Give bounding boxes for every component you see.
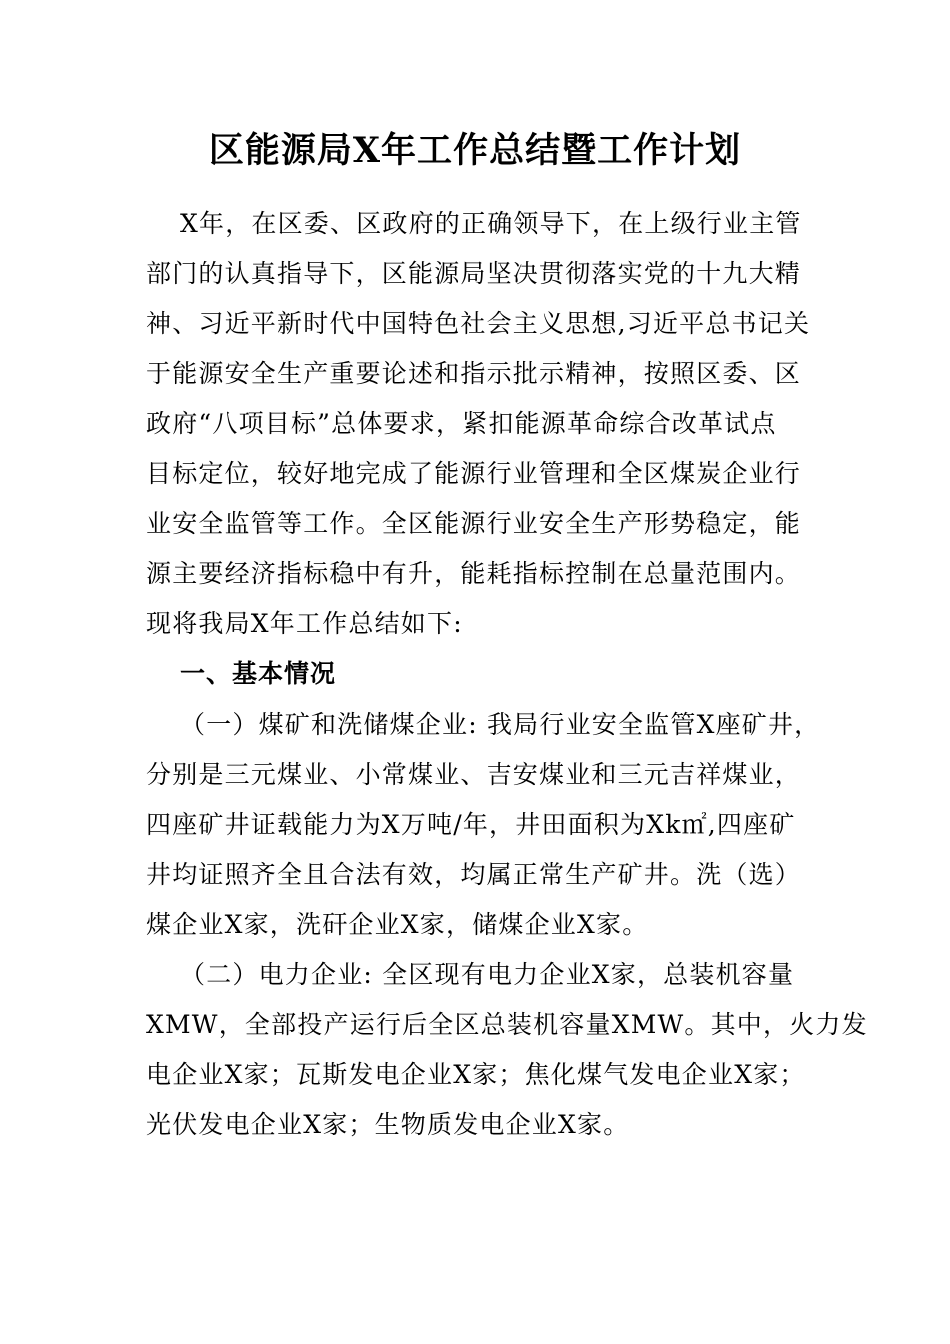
paragraph3-line-2: XMW，全部投产运行后全区总装机容量XMW。其中，火力发 [146,1010,868,1039]
paragraph1-line-8: 源主要经济指标稳中有升，能耗指标控制在总量范围内。 [146,559,802,588]
paragraph2-line-2: 分别是三元煤业、小常煤业、吉安煤业和三元吉祥煤业， [146,760,802,789]
paragraph1-line-2: 部门的认真指导下，区能源局坚决贯彻落实党的十九大精 [146,259,802,288]
paragraph3-line-4: 光伏发电企业X家；生物质发电企业X家。 [146,1110,630,1139]
paragraph1-line-5: 政府“八项目标”总体要求，紧扣能源革命综合改革试点 [146,409,777,438]
paragraph3-line-3: 电企业X家；瓦斯发电企业X家；焦化煤气发电企业X家； [146,1060,806,1089]
paragraph2-line-5: 煤企业X家，洗矸企业X家，储煤企业X家。 [146,910,649,939]
document-title: 区能源局X年工作总结暨工作计划 [208,130,742,171]
paragraph1-line-6: 目标定位，较好地完成了能源行业管理和全区煤炭企业行 [146,459,802,488]
paragraph2-line-4: 井均证照齐全且合法有效，均属正常生产矿井。洗（选） [146,860,802,889]
paragraph1-line-9: 现将我局X年工作总结如下: [146,609,463,638]
paragraph3-line-1: （二）电力企业: 全区现有电力企业X家，总装机容量 [180,960,795,989]
section-heading-basic: 一、基本情况 [180,659,337,688]
paragraph2-line-1: （一）煤矿和洗储煤企业: 我局行业安全监管X座矿井， [180,710,821,739]
paragraph1-line-1: X年，在区委、区政府的正确领导下，在上级行业主管 [180,209,802,238]
paragraph1-line-3: 神、习近平新时代中国特色社会主义思想,习近平总书记关 [146,309,811,338]
paragraph1-line-4: 于能源安全生产重要论述和指示批示精神，按照区委、区 [146,359,802,388]
paragraph1-line-7: 业安全监管等工作。全区能源行业安全生产形势稳定，能 [146,509,802,538]
paragraph2-line-3: 四座矿井证载能力为X万吨/年，井田面积为Xk㎡,四座矿 [146,810,796,839]
